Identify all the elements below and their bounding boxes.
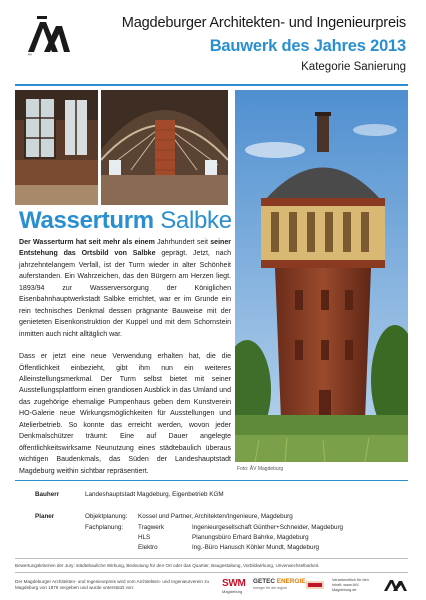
category-label: Kategorie Sanierung — [301, 61, 406, 73]
article-title-light: Salbke — [160, 207, 232, 234]
footer-divider — [15, 558, 408, 559]
fach-firm: Ingenieurgesellschaft Günther+Schneider, Magdeburg — [192, 524, 344, 531]
sponsor-getec-sub: energie für die region — [253, 586, 287, 590]
credits-divider — [15, 480, 408, 481]
jury-criteria: Bewertungskriterien der Jury: städtebauliche Wirkung, Bedeutung für den Ort oder das Quartier, Baugestaltung, Vorbildwirkung, Unverwechselbarkeit. — [15, 563, 320, 568]
responsible-note: Verantwortlich für den Inhalt: www.AIV-Magdeburg.de — [332, 578, 369, 592]
fach-type: Elektro — [138, 544, 158, 551]
sponsor-swm-logo: SWM — [222, 578, 246, 589]
page-title: Magdeburger Architekten- und Ingenieurpreis — [121, 15, 406, 31]
fach-type: HLS — [138, 534, 151, 541]
bauherr-label: Bauherr — [35, 491, 60, 498]
water-tower-photo — [235, 90, 408, 462]
objektplanung-label: Objektplanung: — [85, 513, 128, 520]
sponsor-logo-mark — [306, 579, 324, 591]
fach-firm: Ing.-Büro Hanusch Köhler Mundt, Magdeburg — [192, 544, 320, 551]
svg-text:ÅV: ÅV — [28, 52, 33, 56]
bauherr-value: Landeshauptstadt Magdeburg, Eigenbetrieb KGM — [85, 491, 224, 498]
award-subtitle: Bauwerk des Jahres 2013 — [209, 37, 406, 55]
fachplanung-label: Fachplanung: — [85, 524, 124, 531]
interior-photo-window — [15, 90, 98, 205]
planer-label: Planer — [35, 513, 55, 520]
article-title-bold: Wasserturm — [19, 207, 154, 234]
aiv-logo — [24, 16, 74, 56]
objektplanung-value: Kossel und Partner, Architekten/Ingenieure, Magdeburg — [138, 513, 293, 520]
article-paragraph-2: Dass er jetzt eine neue Verwendung erhalten hat, die die Öffentlichkeit einbezieht, gibt ihm nun ein weiteres Alleinstellungsmerkmal. Der Turm selbst bietet mit seiner Ausstellungsplattform einen grandiosen Ausblick in das Umland und das zugehörige ehemalige Pumpenhaus geben dem Kunstverein HO-Galerie neue Wirkungsmöglichkeiten für Ausstellungen und Atelierbetrieb. So konnte das erreicht werden, wovon jeder Denkmalschützer träumt: Eine auf Dauer angelegte öffentlichkeitswirksame Neunutzung eines städtebaulich überaus wichtigen Baudenkmals, das Süden der Landeshauptstadt Magdeburg weithin sichtbar repräsentiert. — [19, 353, 231, 475]
footer-divider — [15, 572, 408, 573]
article-title — [19, 207, 232, 235]
interior-photo-dome — [101, 90, 228, 205]
award-about: Der Magdeburger Architekten- und Ingenieurpreis wird vom Architekten- und Ingenieurverein zu Magdeburg von 1876 vergeben und wurde unterstützt von: — [15, 579, 210, 590]
article-paragraph-1: Der Wasserturm hat seit mehr als einem Jahrhundert seit seiner Entstehung das Ortsbild von Salbke geprägt. Jetzt, nach jahrzehntelangem Verfall, ist der Turm wieder in alter Schönheit auferstanden. Ein Wahrzeichen, das den Bürgern am Herzen liegt. 1893/94 zur Wasserversorgung der Königlichen Eisenbahnhauptwerkstadt Salbke errichtet, war er im Grunde ein rein technisches Denkmal dessen prägnante Bauweise mit der genieteten Eisenkonstruktion der Kuppel und mit dem Schornstein inmitten auch nicht alltäglich war. — [19, 239, 231, 338]
sponsor-getec-logo: GETEC ENERGIE — [253, 578, 306, 585]
header-divider — [15, 84, 408, 86]
aiv-logo-small — [383, 578, 408, 592]
fach-firm: Planungsbüro Erhard Bahrke, Magdeburg — [192, 534, 309, 541]
fach-type: Tragwerk — [138, 524, 165, 531]
sponsor-swm-sub: Magdeburg — [222, 589, 243, 594]
photo-caption: Foto: ÅV Magdeburg — [237, 466, 284, 472]
article-body — [19, 237, 231, 488]
